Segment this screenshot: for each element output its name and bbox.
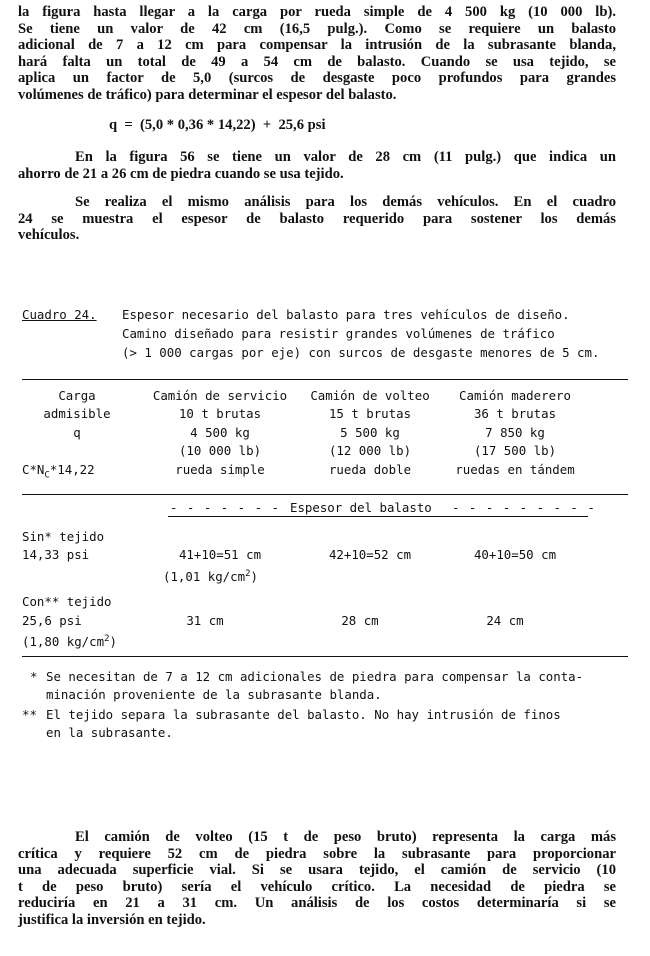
text-line: hará falta un total de 49 a 54 cm de balasto. Cuando se usa tejido, se	[18, 53, 616, 70]
vehicle-1-load-lb: (10 000 lb)	[178, 443, 262, 458]
text-line: justifica la inversión en tejido.	[18, 911, 206, 928]
vehicle-1-axle: rueda simple	[175, 462, 265, 477]
text-line: aplica un factor de 5,0 (surcos de desgaste poco profundos para grandes	[18, 70, 616, 87]
text-line: una adecuada superficie vial. Si se usara tejido, el camión de servicio (10	[18, 862, 616, 879]
note-line: en la subrasante.	[46, 725, 173, 740]
row-value: 42+10=52 cm	[328, 547, 412, 562]
text-line: la figura hasta llegar a la carga por rueda simple de 4 500 kg (10 000 lb).	[18, 4, 616, 20]
text-line: vehículos.	[18, 227, 80, 244]
caption-line: (> 1 000 cargas por eje) con surcos de desgaste menores de 5 cm.	[122, 345, 600, 360]
text-line: 24 se muestra el espesor de balasto requerido para sostener los demás	[18, 210, 616, 227]
subheader-dashes-right: - - - - - - - - -	[452, 500, 596, 515]
row-value: 31 cm	[186, 613, 224, 628]
row-psi: 25,6 psi	[22, 613, 82, 628]
subheader-dashes-left: - - - - - - -	[170, 500, 280, 515]
vehicle-1-weight: 10 t brutas	[178, 406, 262, 421]
vehicle-1-load: 4 500 kg	[190, 425, 250, 440]
text-line: En la figura 56 se tiene un valor de 28 cm (11 pulg.) que indica un	[75, 149, 616, 165]
vehicle-2-load: 5 500 kg	[340, 425, 400, 440]
vehicle-2-axle: rueda doble	[328, 462, 412, 477]
header-formula: $C*N_C*14,22$	[22, 462, 95, 481]
text-line: ahorro de 21 a 26 cm de piedra cuando se usa tejido.	[18, 165, 344, 182]
note-line: Se necesitan de 7 a 12 cm adicionales de piedra para compensar la conta-	[46, 669, 584, 684]
note-line: minación proveniente de la subrasante blanda.	[46, 687, 382, 702]
table-bottom-rule	[22, 656, 628, 657]
vehicle-3-load-lb: (17 500 lb)	[473, 443, 557, 458]
text-line: Se tiene un valor de 42 cm (16,5 pulg.). Como se requiere un balasto	[18, 20, 616, 37]
row-value: 24 cm	[486, 613, 524, 628]
caption-label: Cuadro 24.	[22, 307, 97, 322]
paragraph-4	[18, 829, 616, 929]
vehicle-3-axle: ruedas en tándem	[455, 462, 575, 477]
row-extra: (1,80 $kg/cm^2$)	[22, 634, 117, 650]
table-top-rule	[22, 379, 628, 380]
vehicle-3-name: Camión maderero	[459, 388, 571, 403]
note-mark: **	[22, 707, 37, 722]
vehicle-2-load-lb: (12 000 lb)	[328, 443, 412, 458]
note-mark: *	[30, 669, 38, 684]
vehicle-3-load: 7 850 kg	[485, 425, 545, 440]
paragraph-1	[18, 4, 616, 104]
header-bottom-rule	[22, 494, 628, 495]
caption-line: Camino diseñado para resistir grandes volúmenes de tráfico	[122, 326, 555, 341]
formula: q = (5,0 * 0,36 * 14,22) + 25,6 psi	[109, 117, 326, 133]
vehicle-2-name: Camión de volteo	[310, 388, 430, 403]
row-label: Sin* tejido	[22, 529, 105, 544]
text-line: volúmenes de tráfico) para determinar el espesor del balasto.	[18, 86, 397, 103]
row-psi: 14,33 psi	[22, 547, 90, 562]
vehicle-3-weight: 36 t brutas	[473, 406, 557, 421]
row-extra: (1,01 $kg/cm^2$)	[163, 569, 258, 585]
header-cell: admisible	[43, 406, 111, 421]
text-line: Se realiza el mismo análisis para los demás vehículos. En el cuadro	[75, 194, 616, 210]
row-value: 40+10=50 cm	[473, 547, 557, 562]
row-value: 28 cm	[341, 613, 379, 628]
text-line: adicional de 7 a 12 cm para compensar la intrusión de la subrasante blanda,	[18, 37, 616, 54]
row-value: 41+10=51 cm	[178, 547, 262, 562]
text-line: crítica y requiere 52 cm de piedra sobre la subrasante para proporcionar	[18, 845, 616, 862]
header-cell: q	[73, 425, 81, 440]
subheader-rule	[168, 516, 588, 517]
caption-line: Espesor necesario del balasto para tres vehículos de diseño.	[122, 307, 570, 322]
paragraph-2	[18, 149, 616, 182]
paragraph-3	[18, 194, 616, 244]
note-line: El tejido separa la subrasante del balasto. No hay intrusión de finos	[46, 707, 561, 722]
text-line: reduciría en 21 a 31 cm. Un análisis de los costos determinaría si se	[18, 895, 616, 912]
text-line: El camión de volteo (15 t de peso bruto) representa la carga más	[75, 829, 616, 845]
subheader-label: Espesor del balasto	[290, 500, 432, 515]
row-label: Con** tejido	[22, 594, 112, 609]
text-line: t de peso bruto) sería el vehículo crítico. La necesidad de piedra se	[18, 878, 616, 895]
vehicle-1-name: Camión de servicio	[152, 388, 288, 403]
vehicle-2-weight: 15 t brutas	[328, 406, 412, 421]
header-cell: Carga	[58, 388, 96, 403]
